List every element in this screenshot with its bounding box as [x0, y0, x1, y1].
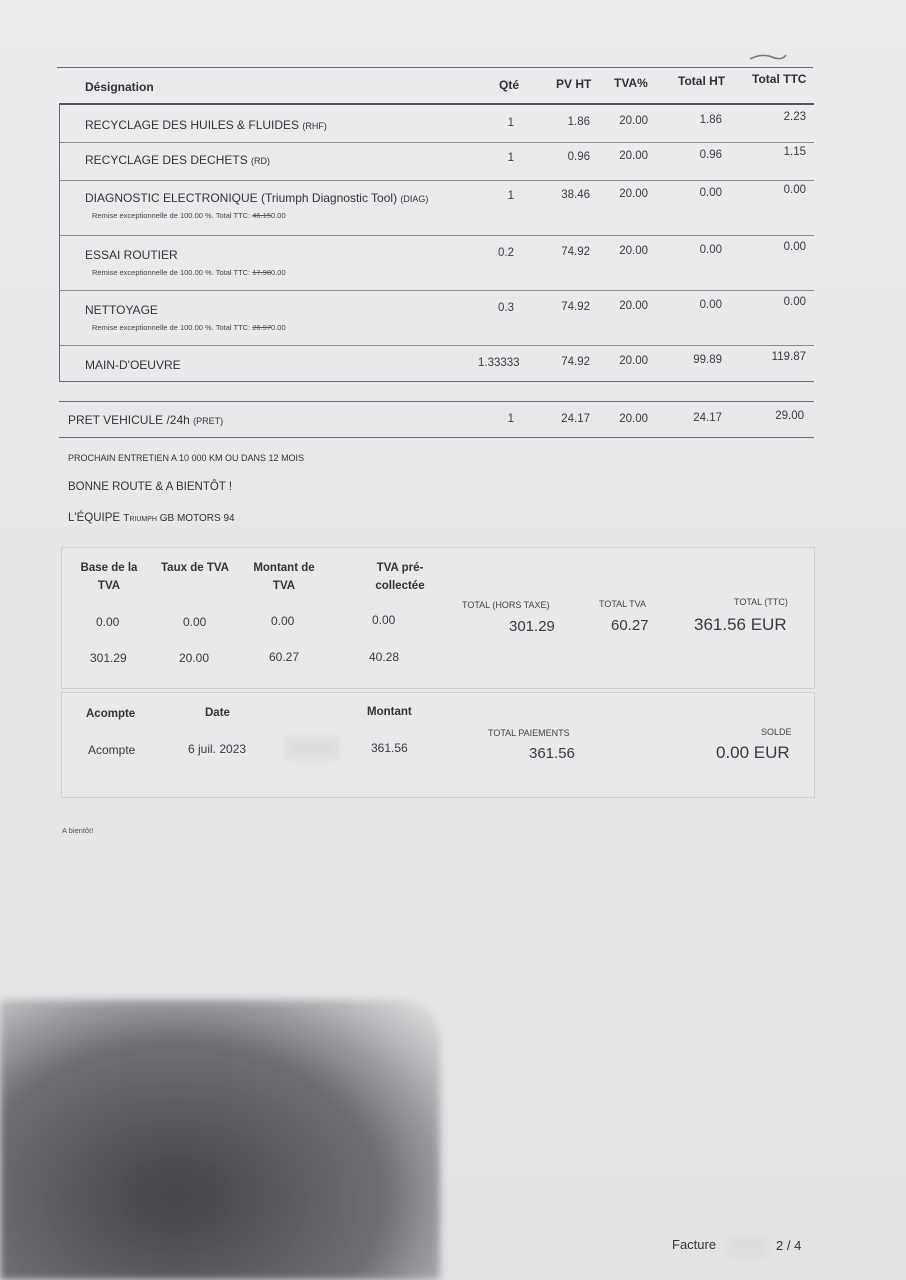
tva-base-header: Base de la TVA [80, 562, 138, 592]
line-item-qte: 1 [507, 117, 514, 129]
signoff: A bientôt! [62, 826, 94, 835]
equipe-message: L'ÉQUIPE Triumph GB MOTORS 94 [68, 512, 235, 524]
col-pvht-header: PV HT [556, 77, 592, 91]
discount-new-total: 0.00 [271, 323, 286, 332]
line-item-title-text: ESSAI ROUTIER [85, 248, 178, 262]
total-ttc-value: 361.56 EUR [694, 615, 787, 634]
line-item-tva: 20.00 [619, 300, 648, 312]
redacted-reference [286, 737, 338, 759]
line-item-totalttc: 0.00 [783, 296, 806, 308]
row-divider [59, 290, 814, 291]
line-item-pvht: 38.46 [561, 189, 590, 201]
tva-row2-montant: 60.27 [269, 650, 300, 664]
top-rule [57, 67, 813, 68]
tva-row1-taux: 0.00 [183, 615, 207, 629]
line-item-code: (RHF) [302, 121, 327, 131]
solde-value: 0.00 EUR [716, 743, 790, 762]
line-item-tva: 20.00 [619, 355, 648, 367]
line-item-totalttc: 1.15 [783, 146, 806, 158]
line-item-tva: 20.00 [619, 150, 648, 162]
solde-label: SOLDE [761, 727, 792, 737]
payments-montant-header: Montant [367, 706, 412, 718]
line-item-title-text: RECYCLAGE DES DECHETS [85, 153, 248, 167]
payment-date: 6 juil. 2023 [188, 742, 247, 756]
line-item-totalttc: 0.00 [783, 241, 806, 253]
tva-row1-pre: 0.00 [372, 613, 396, 627]
bonne-route-message: BONNE ROUTE & A BIENTÔT ! [68, 481, 233, 493]
line-item-title-text: RECYCLAGE DES HUILES & FLUIDES [85, 118, 300, 132]
header-rule [59, 103, 814, 105]
line-item-discount-note [92, 268, 286, 277]
payments-box [61, 692, 815, 798]
table-left-border [59, 103, 60, 381]
items-end-rule [59, 381, 814, 382]
line-item-totalht: 1.86 [699, 114, 722, 126]
footer-page: 2 / 4 [776, 1238, 802, 1253]
line-item-title [85, 248, 178, 262]
total-tva-value: 60.27 [611, 617, 649, 634]
line-item-tva: 20.00 [619, 115, 648, 127]
discount-old-total: 17.98 [252, 268, 272, 277]
tva-row1-montant: 0.00 [271, 614, 295, 628]
tva-row2-base: 301.29 [90, 651, 127, 665]
tva-montant-header: Montant de TVA [253, 562, 315, 592]
line-item-title [85, 303, 158, 317]
line-item-code: (RD) [251, 156, 271, 166]
col-qte-header: Qté [499, 78, 520, 92]
line-item-title-text: DIAGNOSTIC ELECTRONIQUE (Triumph Diagnostic Tool) [85, 191, 398, 205]
pret-tva: 20.00 [619, 413, 648, 425]
col-designation-header: Désignation [85, 80, 154, 94]
photo-shadow [0, 1000, 440, 1280]
line-item-title [85, 153, 270, 167]
col-totalttc-header: Total TTC [752, 72, 807, 86]
line-item-pvht: 1.86 [567, 116, 590, 128]
line-item-totalht: 0.00 [699, 187, 722, 199]
col-tva-header: TVA% [614, 76, 648, 90]
line-item-title-text: NETTOYAGE [85, 303, 158, 317]
line-item-pvht: 74.92 [561, 301, 590, 313]
discount-note-text: Remise exceptionnelle de 100.00 %. Total TTC: [92, 211, 253, 220]
discount-new-total: 0.00 [271, 268, 286, 277]
pret-qte: 1 [507, 413, 514, 425]
line-item-title-text: MAIN-D'OEUVRE [85, 358, 181, 372]
tva-row2-pre: 40.28 [369, 650, 400, 664]
total-paiements-label: TOTAL PAIEMENTS [488, 728, 570, 738]
pret-title: PRET VEHICULE /24h (PRET) [68, 413, 224, 427]
footer-label: Facture [672, 1237, 717, 1252]
total-ht-label: TOTAL (HORS TAXE) [462, 600, 550, 610]
line-item-totalttc: 0.00 [783, 184, 806, 196]
tva-row2-taux: 20.00 [179, 651, 210, 665]
line-item-title [85, 358, 181, 372]
discount-old-total: 46.15 [252, 211, 272, 220]
line-item-title [85, 191, 428, 205]
tva-taux-header: Taux de TVA [161, 562, 229, 574]
row-divider [59, 142, 814, 143]
entretien-message: PROCHAIN ENTRETIEN A 10 000 KM OU DANS 12 MOIS [68, 453, 305, 463]
payment-type: Acompte [88, 743, 136, 757]
pret-totalttc: 29.00 [775, 410, 804, 422]
line-item-totalht: 0.00 [699, 244, 722, 256]
discount-note-text: Remise exceptionnelle de 100.00 %. Total TTC: [92, 268, 253, 277]
total-ttc-label: TOTAL (TTC) [734, 597, 788, 607]
row-divider [59, 345, 814, 346]
pret-pvht: 24.17 [561, 413, 590, 425]
pret-bottom-rule [59, 437, 814, 438]
row-divider [59, 180, 814, 181]
line-item-pvht: 0.96 [567, 151, 590, 163]
line-item-tva: 20.00 [619, 188, 648, 200]
line-item-discount-note [92, 323, 286, 332]
line-item-totalttc: 119.87 [771, 351, 806, 363]
discount-old-total: 26.97 [252, 323, 272, 332]
line-item-title [85, 118, 327, 132]
payments-acompte-header: Acompte [86, 708, 136, 720]
line-item-pvht: 74.92 [561, 356, 590, 368]
pret-top-rule [59, 401, 814, 402]
discount-note-text: Remise exceptionnelle de 100.00 %. Total TTC: [92, 323, 253, 332]
payments-date-header: Date [205, 707, 230, 719]
payment-montant: 361.56 [371, 741, 408, 755]
line-item-discount-note [92, 211, 286, 220]
row-divider [59, 235, 814, 236]
col-totalht-header: Total HT [678, 74, 726, 88]
total-paiements-value: 361.56 [529, 745, 575, 762]
line-item-totalht: 0.96 [699, 149, 722, 161]
line-item-tva: 20.00 [619, 245, 648, 257]
line-item-qte: 1 [507, 152, 514, 164]
discount-new-total: 0.00 [271, 211, 286, 220]
scan-mark [748, 50, 788, 60]
line-item-totalht: 99.89 [693, 354, 722, 366]
redacted-invoice-number [728, 1236, 768, 1256]
line-item-pvht: 74.92 [561, 246, 590, 258]
line-item-code: (DIAG) [400, 194, 429, 204]
pret-totalht: 24.17 [693, 412, 722, 424]
line-item-qte: 1 [507, 190, 514, 202]
line-item-qte: 0.2 [498, 247, 514, 259]
line-item-qte: 1.33333 [478, 357, 520, 369]
line-item-qte: 0.3 [498, 302, 514, 314]
line-item-totalht: 0.00 [699, 299, 722, 311]
total-ht-value: 301.29 [509, 618, 555, 635]
tva-precollectee-header: TVA pré-collectée [375, 562, 425, 592]
tva-row1-base: 0.00 [96, 615, 120, 629]
line-item-totalttc: 2.23 [783, 111, 806, 123]
total-tva-label: TOTAL TVA [599, 599, 647, 609]
